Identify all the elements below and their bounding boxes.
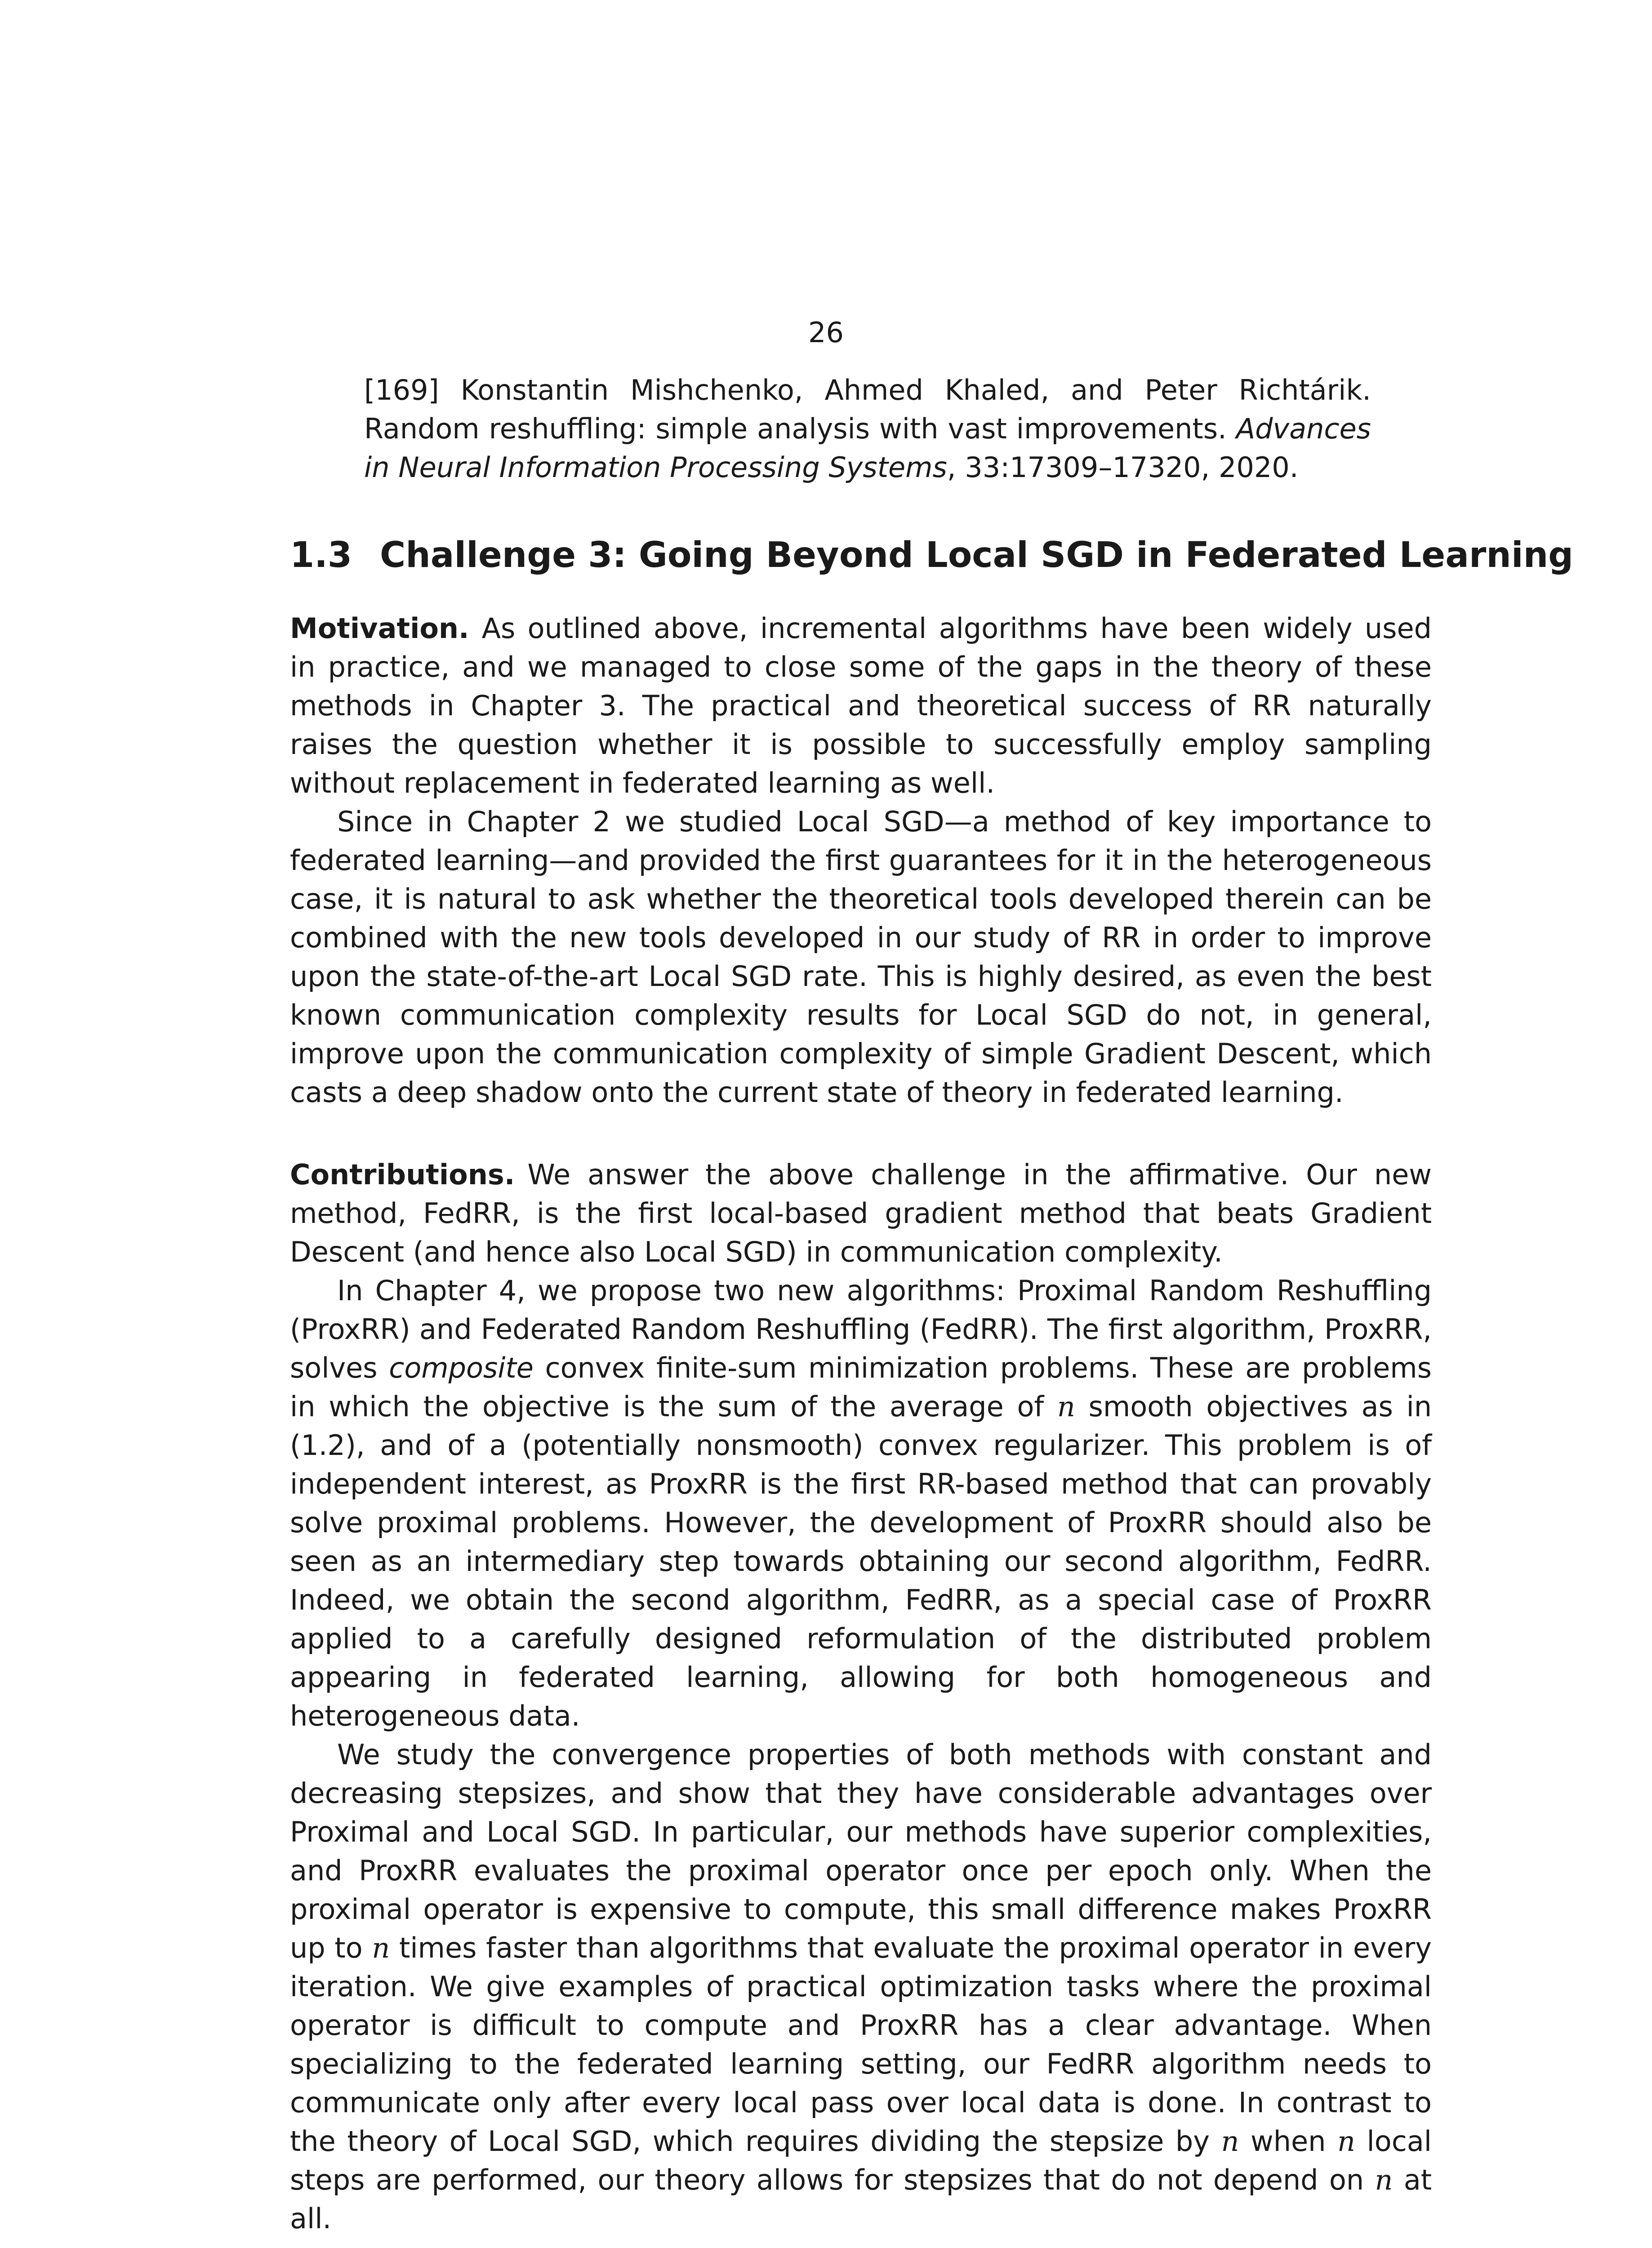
contributions-p2-text-c: smooth objectives as in (1.2), and of a (potentially nonsmooth) convex regularizer. This problem is of independent interest, as ProxRR is the first RR-based method that can provably solve proximal problems. However, the development of ProxRR should also be seen as an intermediary step towards obtaining our second algorithm, FedRR. Indeed, we obtain the second algorithm, FedRR, as a special case of ProxRR applied to a carefully designed reformulation of the distributed problem appearing in federated learning, allowing for both homogeneous and heterogeneous data. xyxy=(290,1390,1432,1732)
contributions-label: Contributions. xyxy=(290,1158,515,1191)
contributions-p3-text-b: times faster than algorithms that evaluate the proximal operator in every iteration. We give examples of practical optimization tasks where the proximal operator is difficult to compute and ProxRR has a clear advantage. When specializing to the federated learning setting, our FedRR algorithm needs to communicate only after every local pass over local data is done. In contrast to the theory of Local SGD, which requires dividing the stepsize by xyxy=(290,1931,1432,2158)
contributions-paragraph-1 xyxy=(290,1155,1432,1271)
contributions-p3-text-d: local steps are performed, our theory allows for stepsizes that do not depend on xyxy=(290,2125,1432,2196)
math-variable-n: n xyxy=(1337,2125,1355,2158)
math-variable-n: n xyxy=(372,1931,390,1964)
motivation-block xyxy=(290,609,1432,1112)
contributions-p3-text-a: We study the convergence properties of both methods with constant and decreasing stepsizes, and show that they have considerable advantages over Proximal and Local SGD. In particular, our methods have superior complexities, and ProxRR evaluates the proximal operator once per epoch only. When the proximal operator is expensive to compute, this small difference makes ProxRR up to xyxy=(290,1738,1432,1964)
reference-venue: Advances in Neural Information Processing Systems xyxy=(364,412,1371,484)
contributions-p2-text-a: In Chapter 4, we propose two new algorithms: Proximal Random Reshuffling (ProxRR) and Federated Random Reshuffling (FedRR). The first algorithm, ProxRR, solves xyxy=(290,1274,1432,1384)
section-heading xyxy=(290,531,1573,580)
contributions-p3-text-c: when xyxy=(1239,2125,1338,2158)
motivation-label: Motivation. xyxy=(290,612,469,645)
composite-emphasis: composite xyxy=(389,1351,534,1384)
reference-details: , 33:17309–17320, 2020. xyxy=(947,451,1299,484)
page-number: 26 xyxy=(808,316,844,349)
section-title: Challenge 3: Going Beyond Local SGD in Federated Learning xyxy=(380,535,1573,575)
contributions-block xyxy=(290,1155,1432,2238)
motivation-paragraph-1 xyxy=(290,609,1432,803)
contributions-paragraph-2 xyxy=(290,1271,1432,1735)
motivation-paragraph-2: Since in Chapter 2 we studied Local SGD—a method of key importance to federated learning—and provided the first guarantees for it in the heterogeneous case, it is natural to ask whether the theoretical tools developed therein can be combined with the new tools developed in our study of RR in order to improve upon the state-of-the-art Local SGD rate. This is highly desired, as even the best known communication complexity results for Local SGD do not, in general, improve upon the communication complexity of simple Gradient Descent, which casts a deep shadow onto the current state of theory in federated learning. xyxy=(290,805,1432,1109)
contributions-p2-text-b: convex finite-sum minimization problems. These are problems in which the objective is the sum of the average of xyxy=(290,1351,1432,1423)
section-number: 1.3 xyxy=(290,535,352,575)
reference-title: Random reshuffling: simple analysis with vast improvements. xyxy=(364,412,1227,445)
math-variable-n: n xyxy=(1221,2125,1239,2158)
reference-tag: [169] xyxy=(364,374,439,406)
contributions-p3-text-e: at all. xyxy=(290,2163,1432,2235)
contributions-paragraph-3 xyxy=(290,1735,1432,2238)
bibliography-entry xyxy=(364,371,1371,487)
reference-authors: Konstantin Mishchenko, Ahmed Khaled, and Peter Richtárik. xyxy=(460,374,1371,406)
math-variable-n: n xyxy=(1375,2163,1393,2196)
motivation-text-1: As outlined above, incremental algorithms have been widely used in practice, and we managed to close some of the gaps in the theory of these methods in Chapter 3. The practical and theoretical success of RR naturally raises the question whether it is possible to successfully employ sampling without replacement in federated learning as well. xyxy=(290,612,1432,799)
contributions-text-1: We answer the above challenge in the affirmative. Our new method, FedRR, is the first local-based gradient method that beats Gradient Descent (and hence also Local SGD) in communication complexity. xyxy=(290,1158,1432,1268)
math-variable-n: n xyxy=(1057,1390,1075,1423)
